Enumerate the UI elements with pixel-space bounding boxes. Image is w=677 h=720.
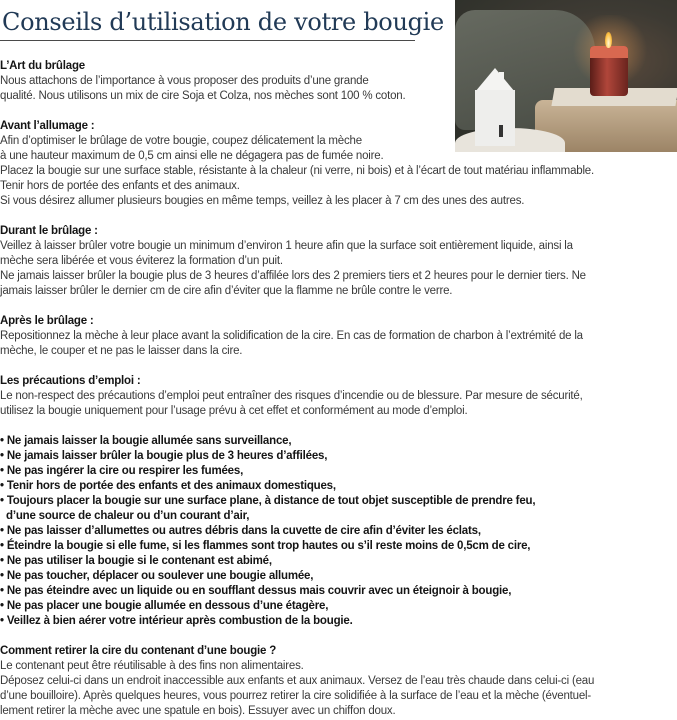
list-item: • Éteindre la bougie si elle fume, si les flammes sont trop hautes ou s’il reste moins de 0,5cm de cire, [0, 540, 531, 552]
section [0, 59, 677, 104]
paragraph-line: Placez la bougie sur une surface stable, résistante à la chaleur (ni verre, ni bois) et à l’écart de tout matériau inflammable. [0, 165, 595, 177]
page-title: Conseils d’utilisation de votre bougie [2, 8, 444, 36]
list-item: • Ne pas placer une bougie allumée en dessous d’une étagère, [0, 600, 329, 612]
section [0, 119, 677, 209]
paragraph-line: utilisez la bougie uniquement pour l’usage prévu à cet effet et conformément au mode d’emploi. [0, 405, 468, 417]
list-item: • Ne pas utiliser la bougie si le contenant est abimé, [0, 555, 272, 567]
paragraph-line: Repositionnez la mèche à leur place avant la solidification de la cire. En cas de formation de charbon à l’extrémité de la [0, 330, 583, 342]
section-heading: Durant le brûlage : [0, 225, 98, 237]
paragraph-line: jamais laisser brûler le dernier cm de cire afin d’éviter que la flamme ne brûle contre le verre. [0, 285, 453, 297]
list-item: • Ne pas éteindre avec un liquide ou en soufflant dessus mais couvrir avec un éteignoir à bougie, [0, 585, 512, 597]
list-item: • Toujours placer la bougie sur une surface plane, à distance de tout objet susceptible de prendre feu, [0, 495, 536, 507]
list-item: • Ne pas ingérer la cire ou respirer les fumées, [0, 465, 244, 477]
document-body [0, 59, 677, 719]
paragraph-line: d’une bouilloire). Après quelques heures, vous pourrez retirer la cire solidifiée à la surface de l’eau et la mèche (éventuel- [0, 690, 592, 702]
paragraph-line: Si vous désirez allumer plusieurs bougies en même temps, veillez à les placer à 7 cm des unes des autres. [0, 195, 525, 207]
title-divider [0, 40, 415, 41]
section-heading: Avant l’allumage : [0, 120, 95, 132]
paragraph-line: à une hauteur maximum de 0,5 cm ainsi elle ne dégagera pas de fumée noire. [0, 150, 384, 162]
precautions-list [0, 434, 677, 629]
paragraph-line: Afin d’optimiser le brûlage de votre bougie, coupez délicatement la mèche [0, 135, 362, 147]
list-item: • Ne jamais laisser la bougie allumée sans surveillance, [0, 435, 292, 447]
section-heading: L’Art du brûlage [0, 60, 85, 72]
section-heading: Après le brûlage : [0, 315, 94, 327]
section-heading: Comment retirer la cire du contenant d’une bougie ? [0, 645, 277, 657]
list-item: • Ne pas laisser d’allumettes ou autres débris dans la cuvette de cire afin d’éviter les éclats, [0, 525, 481, 537]
photo-flame [605, 32, 612, 48]
section [0, 224, 677, 299]
paragraph-line: Le non-respect des précautions d’emploi peut entraîner des risques d’incendie ou de blessure. Par mesure de sécurité, [0, 390, 583, 402]
paragraph-line: qualité. Nous utilisons un mix de cire Soja et Colza, nos mèches sont 100 % coton. [0, 90, 406, 102]
list-item: • Veillez à bien aérer votre intérieur après combustion de la bougie. [0, 615, 353, 627]
paragraph-line: mèche, le couper et ne pas le laisser dans la cire. [0, 345, 243, 357]
list-item: • Tenir hors de portée des enfants et des animaux domestiques, [0, 480, 336, 492]
section [0, 644, 677, 719]
paragraph-line: Tenir hors de portée des enfants et des animaux. [0, 180, 240, 192]
section-heading: Les précautions d’emploi : [0, 375, 141, 387]
list-item: • Ne pas toucher, déplacer ou soulever une bougie allumée, [0, 570, 314, 582]
paragraph-line: Nous attachons de l’importance à vous proposer des produits d’une grande [0, 75, 369, 87]
section [0, 314, 677, 359]
paragraph-line: mèche sera libérée et vous éviterez la formation d’un puit. [0, 255, 283, 267]
paragraph-line: Ne jamais laisser brûler la bougie plus de 3 heures d’affilée lors des 2 premiers tiers et 2 heures pour le dernier tiers. Ne [0, 270, 586, 282]
list-item: d’une source de chaleur ou d’un courant d’air, [6, 510, 250, 522]
section [0, 374, 677, 419]
list-item: • Ne jamais laisser brûler la bougie plus de 3 heures d’affilées, [0, 450, 328, 462]
paragraph-line: Le contenant peut être réutilisable à des fins non alimentaires. [0, 660, 304, 672]
paragraph-line: Veillez à laisser brûler votre bougie un minimum d’environ 1 heure afin que la surface soit entièrement liquide, ainsi la [0, 240, 573, 252]
paragraph-line: Déposez celui-ci dans un endroit inaccessible aux enfants et aux animaux. Versez de l’eau très chaude dans celui-ci (eau [0, 675, 595, 687]
paragraph-line: lement retirer la mèche avec une spatule en bois). Essuyer avec un chiffon doux. [0, 705, 396, 717]
